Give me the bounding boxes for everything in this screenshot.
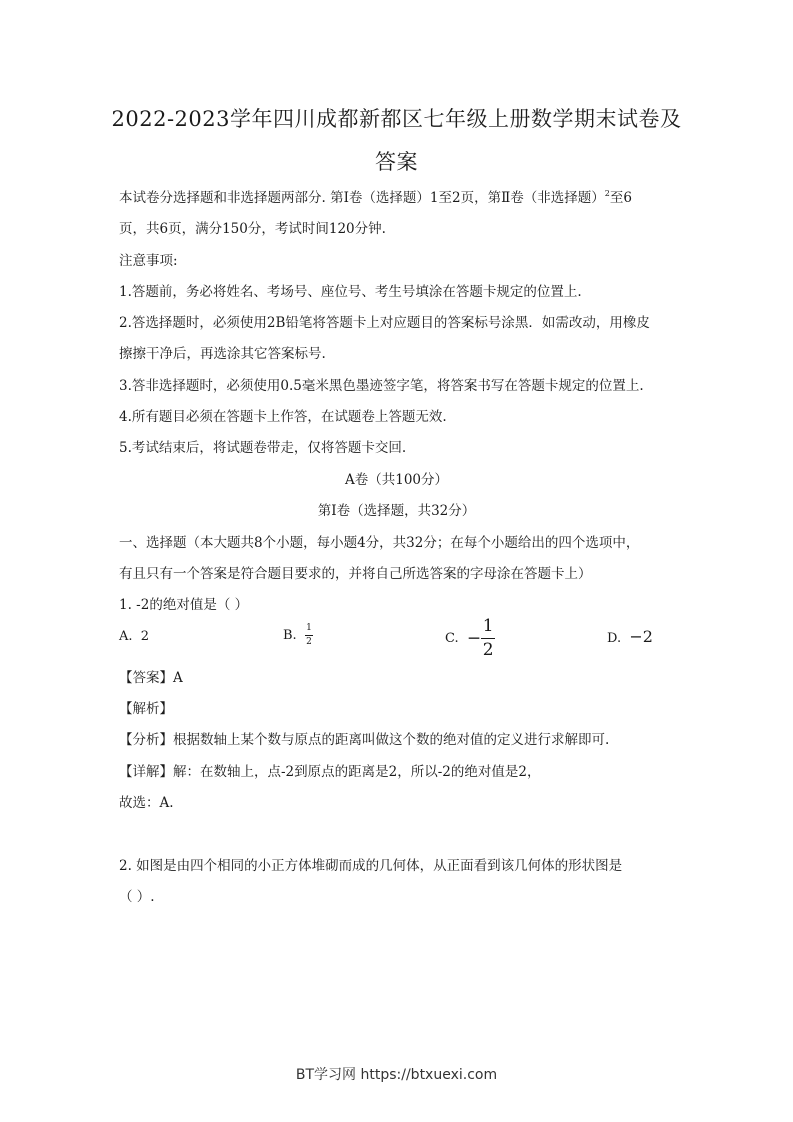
notice-item: 4.所有题目必须在答题卡上作答，在试题卷上答题无效. [119,409,447,425]
option-c-fraction [481,618,495,659]
notice-heading: 注意事项: [119,253,178,269]
option-d-value: −2 [629,627,653,646]
notice-item: 擦擦干净后，再选涂其它答案标号. [119,346,326,362]
notice-item: 2.答选择题时，必须使用2B铅笔将答题卡上对应题目的答案标号涂黑．如需改动，用橡皮 [119,315,650,331]
option-d-label: D. [607,631,622,646]
notice-item: 5.考试结束后，将试题卷带走，仅将答题卡交回. [119,440,407,456]
section-instructions-2: 有且只有一个答案是符合题目要求的，并将自己所选答案的字母涂在答题卡上） [119,566,592,582]
option-d [607,627,653,646]
option-b-label: B. [283,628,297,643]
document-title-line-2: 答案 [375,150,418,174]
option-a [119,629,149,644]
section-instructions-1: 一、选择题（本大题共8个小题，每小题4分，共32分；在每个小题给出的四个选项中， [119,535,640,551]
fraction-numerator: 1 [306,623,312,633]
question-1-answer: 【答案】A [119,670,183,686]
option-c [445,618,495,659]
question-2-stem-line-2: （ ）. [119,889,155,905]
document-title-line-1: 2022-2023学年四川成都新都区七年级上册数学期末试卷及 [111,107,682,131]
fraction-denominator: 2 [482,640,494,660]
fraction-denominator: 2 [306,637,312,647]
option-a-value: 2 [140,629,150,644]
footer-watermark: BT学习网 https://btxuexi.com [295,1067,498,1083]
option-c-sign: − [466,628,482,649]
question-1-analysis-heading: 【解析】 [119,701,173,717]
fraction-numerator: 1 [482,616,494,636]
option-a-label: A. [119,629,133,644]
option-b [283,624,313,647]
intro-line-2: 页，共6页，满分150分，考试时间120分钟. [119,221,386,237]
question-1-detail: 【详解】解：在数轴上，点-2到原点的距离是2，所以-2的绝对值是2， [119,764,541,780]
question-1-conclusion: 故选：A. [119,795,174,811]
intro-text-a: 本试卷分选择题和非选择题两部分. 第Ⅰ卷（选择题）1至2页，第Ⅱ卷（非选择题） [119,190,605,206]
option-c-label: C. [445,631,459,646]
question-1-analysis: 【分析】根据数轴上某个数与原点的距离叫做这个数的绝对值的定义进行求解即可. [119,732,610,748]
volume-a-heading: A卷（共100分） [344,472,449,488]
intro-text-b: 至6 [609,190,632,206]
question-2-stem-line-1: 2. 如图是由四个相同的小正方体堆砌而成的几何体，从正面看到该几何体的形状图是 [119,858,623,874]
question-1-stem: 1. -2的绝对值是（ ） [119,597,249,613]
intro-line-1 [119,186,632,206]
intro-superscript: 2 [604,189,610,198]
notice-item: 1.答题前，务必将姓名、考场号、座位号、考生号填涂在答题卡规定的位置上. [119,284,582,300]
option-b-fraction [305,624,313,647]
notice-item: 3.答非选择题时，必须使用0.5毫米黑色墨迹签字笔，将答案书写在答题卡规定的位置上. [119,378,644,394]
part-1-heading: 第Ⅰ卷（选择题，共32分） [317,503,476,519]
